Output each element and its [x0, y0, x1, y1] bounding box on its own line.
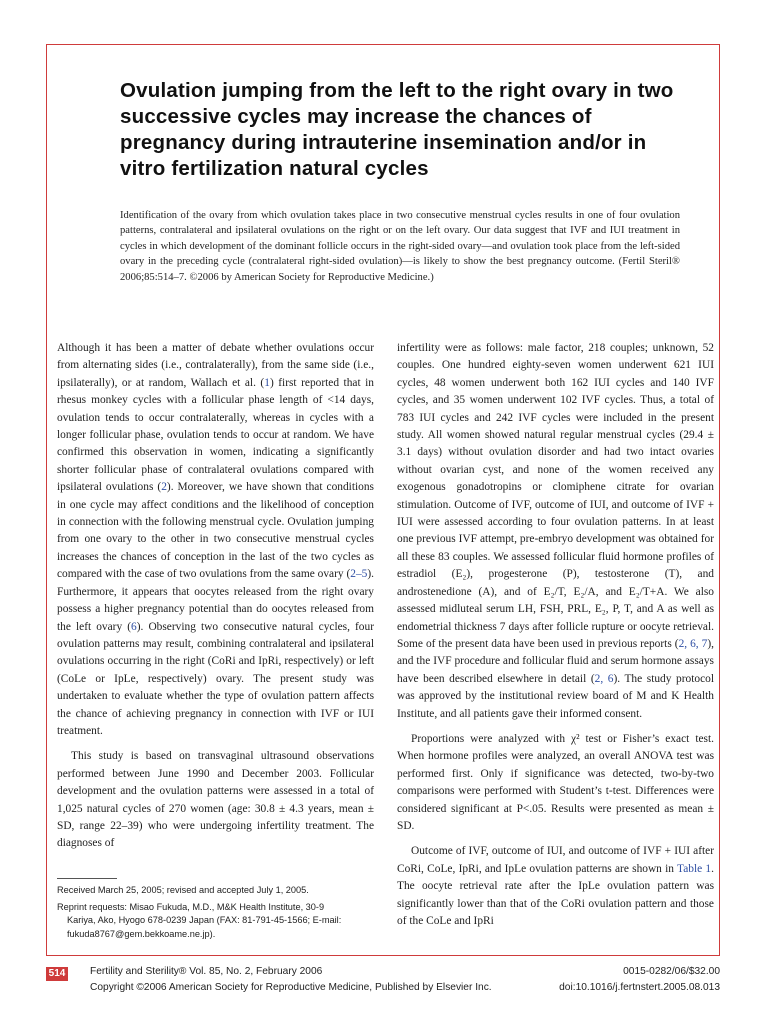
left-column: [57, 340, 374, 853]
abstract: Identification of the ovary from which ovulation takes place in two consecutive menstrual cycles results in one of four ovulation patterns, contralateral and ipsilateral ovulations on the right or on the left ovary. Our data suggest that IVF and IUI treatment in cycles in which development of the dominant follicle occurs in the right-sided ovary—and ovulation took place from the left-sided ovary in the preceding cycle (contralateral right-sided ovulation)—is likely to show the best pregnancy outcome. (Fertil Steril® 2006;85:514–7. ©2006 by American Society for Reproductive Medicine.): [120, 210, 680, 283]
reference-link[interactable]: 2, 6: [594, 672, 614, 685]
body-paragraph-5: Outcome of IVF, outcome of IUI, and outcome of IVF + IUI after CoRi, CoLe, IpRi, and IpLe ovulation patterns are shown in Table 1. The oocyte retrieval rate after the IpLe ovulation pattern was significantly lower than that of the CoRi ovulation pattern and those of the CoLe and IpRi: [397, 845, 714, 927]
reference-link[interactable]: 2: [161, 481, 167, 494]
reference-link[interactable]: 2, 6, 7: [678, 637, 708, 650]
footnote: [57, 884, 374, 941]
journal-info: Fertility and Sterility® Vol. 85, No. 2, February 2006: [90, 966, 323, 977]
reprint-note: Reprint requests: Misao Fukuda, M.D., M&K Health Institute, 30-9: [57, 901, 325, 912]
received-note: Received March 25, 2005; revised and accepted July 1, 2005.: [57, 885, 309, 895]
reference-link[interactable]: 2–5: [350, 568, 368, 581]
body-paragraph-3: infertility were as follows: male factor, 218 couples; unknown, 52 couples. One hundred eighty-seven women underwent 621 IUI cycles, 48 women underwent both 162 IUI cycles and 140 IVF cycles, and 35 women underwent 102 IVF cycles. Thus, a total of 783 IUI cycles and 242 IVF cycles were included in the present study. All women showed natural regular menstrual cycles (29.4 ± 3.1 days) without ovulation disorder and had two intact ovaries without ovarian cyst, and none of the women received any exogenous gonadotropins or clomiphene citrate for ovarian stimulation. Outcome of IVF, outcome of IUI, and outcome of IVF + IUI were assessed according to four ovulation patterns. In at least one previous IVF attempt, pre-embryo development was obtained for all these 83 couples. We assessed follicular fluid hormone profiles of estradiol (E₂), progesterone (P), testosterone (T), and androstenedione (A), and of E₂/T, E₂/A, and E₂/T+A. We also assessed midluteal serum LH, FSH, PRL, E₂, P, T, and A as well as endometrial thickness 7 days after follicle rupture or oocyte retrieval. Some of the present data have been used in previous reports (2, 6, 7), and the IVF procedure and follicular fluid and serum hormone assays have been described elsewhere in detail (2, 6). The study protocol was approved by the institutional review board of M and K Health Institute, and all patients gave their informed consent.: [397, 342, 714, 720]
reprint-email: fukuda8767@gem.bekkoame.ne.jp).: [67, 928, 216, 939]
body-paragraph-1: Although it has been a matter of debate whether ovulations occur from alternating sides (i.e., contralaterally), from the same side (i.e., ipsilaterally), or at random, Wallach et al. (1) first reported that in rhesus monkey cycles with a follicular phase length of <14 days, ovulation tends to occur contralaterally, whereas in cycles with a longer follicular phase, ovulation tends to occur at random. We have confirmed this observation in women, indicating a significantly shorter follicular phase of contralateral ovulations compared with ipsilateral ovulations (2). Moreover, we have shown that conditions in one cycle may affect conditions and the likelihood of conception in connection with the following menstrual cycle. Ovulation jumping from one ovary to the other in two consecutive menstrual cycles increases the chances of conception in the last of the two cycles as compared with the case of two ovulations from the same ovary (2–5). Furthermore, it appears that oocytes released from the right ovary possess a higher pregnancy potential than do oocytes released from the left ovary (6). Observing two consecutive natural cycles, four ovulation patterns may result, combining contralateral and ipsilateral ovulations occurring in the right (CoRi and IpRi, respectively) or left (CoLe or IpLe, respectively) ovary. The present study was undertaken to evaluate whether the type of ovulation pattern affects the chance of achieving pregnancy in connection with IVF or IUI treatment.: [57, 342, 375, 737]
body-paragraph-2: This study is based on transvaginal ultrasound observations performed between June 1990 and December 2003. Follicular development and the ovulation patterns were assessed in a total of 1,025 natural cycles of 270 women (age: 30.8 ± 4.3 years, mean ± SD, range 22–39) who were undergoing infertility treatment. The diagnoses of: [57, 750, 374, 850]
reprint-address: Kariya, Ako, Hyogo 678-0239 Japan (FAX: 81-791-45-1566; E-mail:: [67, 915, 342, 925]
issn: 0015-0282/06/$32.00: [623, 966, 720, 977]
table-link[interactable]: Table 1: [677, 862, 712, 875]
page-footer: [46, 964, 720, 1000]
doi[interactable]: doi:10.1016/j.fertnstert.2005.08.013: [559, 982, 720, 993]
article-title: Ovulation jumping from the left to the right ovary in two successive cycles may increase the chances of pregnancy during intrauterine insemination and/or in vitro fertilization natural cycles: [120, 79, 674, 180]
reference-link[interactable]: 6: [131, 620, 137, 633]
footnote-divider: [57, 878, 117, 879]
right-column: [397, 340, 714, 930]
page-number: 514: [46, 967, 68, 981]
copyright: Copyright ©2006 American Society for Reproductive Medicine, Published by Elsevier Inc.: [90, 982, 492, 993]
reference-link[interactable]: 1: [264, 376, 270, 389]
body-paragraph-4: Proportions were analyzed with χ² test or Fisher’s exact test. When hormone profiles were analyzed, an overall ANOVA test was performed first. Only if significance was detected, two-by-two comparisons were performed with Student’s t-test. Differences were considered significant at P<.05. Results were presented as mean ± SD.: [397, 732, 714, 832]
